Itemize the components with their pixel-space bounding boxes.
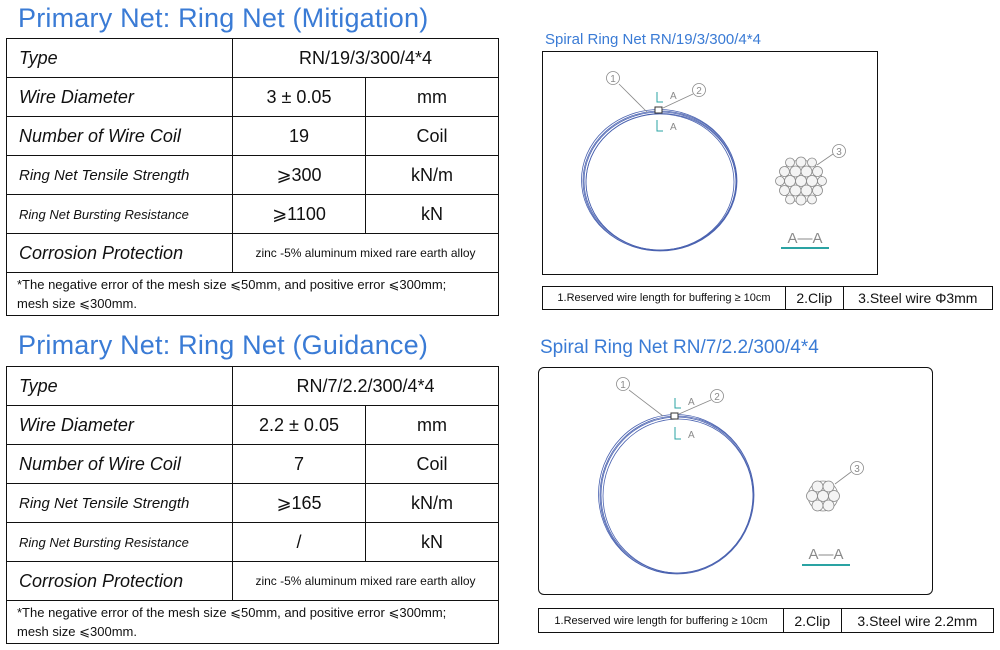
mitigation-diagram bbox=[542, 51, 878, 275]
table-row bbox=[7, 406, 499, 445]
tensile-strength-value: ⩾300 bbox=[233, 156, 366, 195]
bursting-resistance-unit: kN bbox=[366, 523, 499, 562]
guidance-legend bbox=[538, 608, 994, 633]
wire-diameter-label: Wire Diameter bbox=[7, 406, 233, 445]
wire-diameter-value: 2.2 ± 0.05 bbox=[233, 406, 366, 445]
type-label: Type bbox=[7, 367, 233, 406]
clip-shape bbox=[671, 413, 678, 419]
table-row bbox=[7, 117, 499, 156]
guidance-diagram-title: Spiral Ring Net RN/7/2.2/300/4*4 bbox=[540, 337, 819, 358]
corrosion-protection-value: zinc -5% aluminum mixed rare earth alloy bbox=[233, 234, 499, 273]
mesh-note bbox=[7, 273, 499, 316]
spiral-ring-drawing bbox=[543, 52, 879, 276]
section-mark-bottom: A bbox=[670, 122, 677, 133]
type-label: Type bbox=[7, 39, 233, 78]
wire-coil-unit: Coil bbox=[366, 117, 499, 156]
legend-item-reserved-wire: 1.Reserved wire length for buffering ≥ 10cm bbox=[543, 287, 786, 309]
corrosion-protection-value: zinc -5% aluminum mixed rare earth alloy bbox=[233, 562, 499, 601]
callout-2: 2 bbox=[696, 86, 702, 97]
table-row bbox=[7, 234, 499, 273]
legend-item-steel-wire: 3.Steel wire 2.2mm bbox=[857, 612, 978, 629]
table-row bbox=[7, 601, 499, 644]
wire-coil-label: Number of Wire Coil bbox=[7, 445, 233, 484]
wire-bundle-section bbox=[807, 481, 840, 511]
table-row bbox=[7, 562, 499, 601]
tensile-strength-value: ⩾165 bbox=[233, 484, 366, 523]
mesh-note bbox=[7, 601, 499, 644]
callout-3: 3 bbox=[836, 147, 842, 158]
table-row bbox=[7, 445, 499, 484]
section-mark-bottom: A bbox=[688, 430, 695, 441]
ring-coil bbox=[599, 415, 755, 575]
callout-1: 1 bbox=[620, 380, 626, 391]
wire-diameter-value: 3 ± 0.05 bbox=[233, 78, 366, 117]
spiral-ring-drawing bbox=[539, 368, 934, 596]
mesh-note-line1: *The negative error of the mesh size ⩽50mm, and positive error ⩽300mm; bbox=[17, 277, 447, 292]
mesh-note-line1: *The negative error of the mesh size ⩽50mm, and positive error ⩽300mm; bbox=[17, 605, 447, 620]
wire-diameter-label: Wire Diameter bbox=[7, 78, 233, 117]
section-mark-top: A bbox=[688, 397, 695, 408]
tensile-strength-unit: kN/m bbox=[366, 156, 499, 195]
tensile-strength-unit: kN/m bbox=[366, 484, 499, 523]
table-row bbox=[7, 367, 499, 406]
bursting-resistance-value: ⩾1100 bbox=[233, 195, 366, 234]
clip-shape bbox=[655, 107, 662, 113]
callout-1: 1 bbox=[610, 74, 616, 85]
guidance-diagram bbox=[538, 367, 933, 595]
bursting-resistance-unit: kN bbox=[366, 195, 499, 234]
wire-coil-value: 19 bbox=[233, 117, 366, 156]
legend-item-clip: 2.Clip bbox=[784, 609, 842, 632]
legend-item-steel-wire: 3.Steel wire Φ3mm bbox=[858, 290, 978, 306]
section-label: A—A bbox=[787, 230, 823, 247]
table-row bbox=[7, 39, 499, 78]
mesh-note-line2: mesh size ⩽300mm. bbox=[17, 624, 137, 639]
mitigation-title: Primary Net: Ring Net (Mitigation) bbox=[18, 3, 429, 33]
callout-2: 2 bbox=[714, 392, 720, 403]
guidance-spec-table bbox=[6, 366, 499, 644]
mitigation-legend bbox=[542, 286, 993, 310]
corrosion-protection-label: Corrosion Protection bbox=[7, 234, 233, 273]
guidance-title: Primary Net: Ring Net (Guidance) bbox=[18, 330, 429, 360]
mitigation-diagram-title: Spiral Ring Net RN/19/3/300/4*4 bbox=[545, 31, 761, 48]
table-row bbox=[7, 484, 499, 523]
wire-coil-unit: Coil bbox=[366, 445, 499, 484]
bursting-resistance-label: Ring Net Bursting Resistance bbox=[7, 195, 233, 234]
wire-coil-value: 7 bbox=[233, 445, 366, 484]
table-row bbox=[7, 273, 499, 316]
section-mark-top: A bbox=[670, 91, 677, 102]
bursting-resistance-value: / bbox=[233, 523, 366, 562]
wire-coil-label: Number of Wire Coil bbox=[7, 117, 233, 156]
callout-3: 3 bbox=[854, 464, 860, 475]
wire-diameter-unit: mm bbox=[366, 78, 499, 117]
legend-item-reserved-wire: 1.Reserved wire length for buffering ≥ 10cm bbox=[539, 609, 784, 632]
table-row bbox=[7, 195, 499, 234]
type-value: RN/7/2.2/300/4*4 bbox=[233, 367, 499, 406]
tensile-strength-label: Ring Net Tensile Strength bbox=[7, 156, 233, 195]
bursting-resistance-label: Ring Net Bursting Resistance bbox=[7, 523, 233, 562]
table-row bbox=[7, 78, 499, 117]
legend-item-clip: 2.Clip bbox=[786, 287, 844, 309]
mesh-note-line2: mesh size ⩽300mm. bbox=[17, 296, 137, 311]
mitigation-spec-table bbox=[6, 38, 499, 316]
table-row bbox=[7, 523, 499, 562]
wire-diameter-unit: mm bbox=[366, 406, 499, 445]
section-label: A—A bbox=[808, 546, 844, 563]
table-row bbox=[7, 156, 499, 195]
corrosion-protection-label: Corrosion Protection bbox=[7, 562, 233, 601]
type-value: RN/19/3/300/4*4 bbox=[233, 39, 499, 78]
tensile-strength-label: Ring Net Tensile Strength bbox=[7, 484, 233, 523]
